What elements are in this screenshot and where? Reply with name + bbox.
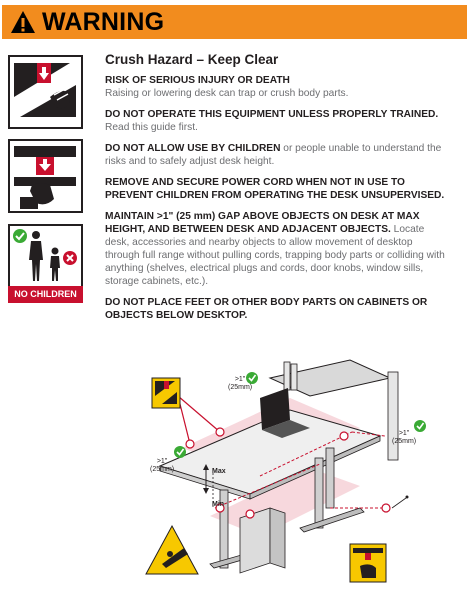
hand-crush-icon <box>10 57 81 127</box>
gap-label-right <box>392 430 416 446</box>
hand-below-desk-warning-icon <box>350 544 386 582</box>
gap-label-top <box>228 376 252 392</box>
training-caps: DO NOT OPERATE THIS EQUIPMENT UNLESS PROPERLY TRAINED. <box>105 109 439 120</box>
min-label: Min <box>212 501 225 508</box>
gap-value: >1" <box>398 430 410 437</box>
hand-crush-warning-icon <box>152 378 180 408</box>
gap-value: >1" <box>156 458 168 465</box>
children-caps: DO NOT ALLOW USE BY CHILDREN <box>105 143 281 154</box>
children-paragraph <box>105 142 445 168</box>
banner-title: WARNING <box>42 7 165 36</box>
warning-text <box>105 52 445 330</box>
desk-illustration <box>120 358 460 586</box>
crush-hand-pictogram <box>8 55 83 129</box>
warning-banner <box>2 5 467 39</box>
falling-person-warning-icon <box>146 526 198 574</box>
gap-body: Locate desk, accessories and nearby objects to allow movement of desktop through full range without pulling cords, trapping body parts or colliding with anything (shelves, electrical plugs and cords, door knobs, window sills, storage cabinets, etc.). <box>105 224 445 287</box>
feet-caps: DO NOT PLACE FEET OR OTHER BODY PARTS ON CABINETS OR OBJECTS BELOW DESKTOP. <box>105 297 428 321</box>
hand-below-desk-icon <box>10 141 81 211</box>
gap-label-left <box>150 458 174 474</box>
feet-paragraph <box>105 296 445 322</box>
power-cord-caps: REMOVE AND SECURE POWER CORD WHEN NOT IN USE TO PREVENT CHILDREN FROM OPERATING THE DESK UNSUPERVISED. <box>105 177 445 201</box>
children-body: or people unable to understand the risks and to safely adjust desk height. <box>105 143 442 167</box>
risk-caps: RISK OF SERIOUS INJURY OR DEATH <box>105 75 290 86</box>
gap-metric: (25mm) <box>150 466 175 473</box>
warning-triangle-icon <box>10 10 36 34</box>
warning-heading: Crush Hazard – Keep Clear <box>105 52 279 67</box>
max-label: Max <box>212 468 226 475</box>
training-paragraph <box>105 108 445 134</box>
no-children-label: NO CHILDREN <box>8 286 83 303</box>
risk-paragraph <box>105 74 445 100</box>
training-body: Read this guide first. <box>105 122 198 133</box>
risk-body: Raising or lowering desk can trap or crush body parts. <box>105 88 349 99</box>
crush-below-pictogram <box>8 139 83 213</box>
gap-metric: (25mm) <box>392 438 417 445</box>
check-icon <box>174 446 186 458</box>
gap-paragraph <box>105 210 445 288</box>
power-cord-paragraph <box>105 176 445 202</box>
gap-caps: MAINTAIN >1" (25 mm) GAP ABOVE OBJECTS ON DESK AT MAX HEIGHT, AND BETWEEN DESK AND ADJACENT OBJECTS. <box>105 211 420 235</box>
gap-metric: (25mm) <box>228 384 253 391</box>
adult-child-icon <box>10 226 81 286</box>
gap-value: >1" <box>234 376 246 383</box>
